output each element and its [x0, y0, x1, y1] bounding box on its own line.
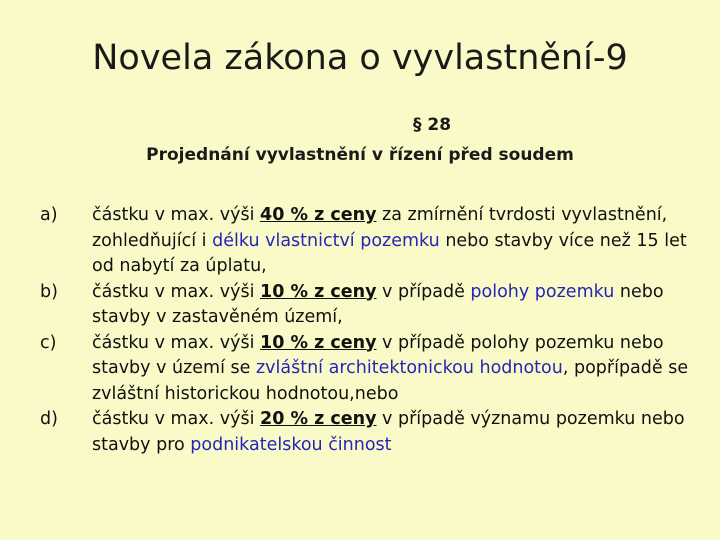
amount-percent: 20 % z ceny [260, 409, 377, 429]
highlight-text: polohy pozemku [470, 281, 615, 302]
list-item-text [92, 203, 710, 280]
section-heading: Projednání vyvlastnění v řízení před soudem [146, 145, 574, 165]
item-text-part: částku v max. výši [92, 332, 261, 353]
list-item-text [92, 331, 710, 408]
list-item [40, 331, 710, 408]
list-marker: c) [40, 332, 57, 353]
item-text-part: za zmírnění tvrdosti vyvlastnění, zohledňující i [92, 205, 668, 251]
list-item [40, 280, 710, 331]
amount-list [40, 203, 710, 458]
item-text-part: v případě [376, 281, 471, 302]
amount-percent: 40 % z ceny [260, 205, 377, 225]
list-item-text [92, 280, 710, 331]
list-item [40, 203, 710, 280]
item-text-part: v případě významu pozemku nebo stavby pro [92, 409, 685, 455]
item-text-part: částku v max. výši [92, 409, 261, 429]
section-number [0, 110, 720, 140]
item-text-part: v případě polohy pozemku nebo stavby v území se [92, 332, 664, 378]
amount-percent: 10 % z ceny [260, 281, 377, 302]
item-text-part: nebo stavby v zastavěném území, [92, 281, 664, 327]
list-marker: b) [40, 281, 58, 302]
highlight-text: délku vlastnictví pozemku [212, 230, 440, 251]
list-marker: d) [40, 409, 58, 429]
highlight-text: zvláštní architektonickou hodnotou [255, 358, 563, 378]
item-text-part: , popřípadě se zvláštní historickou hodnotou,nebo [92, 358, 689, 404]
slide-title: Novela zákona o vyvlastnění-9 [92, 38, 628, 78]
item-text-part: částku v max. výši [92, 205, 261, 225]
list-item [40, 407, 710, 458]
highlight-text: podnikatelskou činnost [190, 434, 392, 455]
item-text-part: částku v max. výši [92, 281, 261, 302]
list-item-text [92, 407, 710, 458]
list-marker: a) [40, 205, 58, 225]
section-number-text: § 28 [412, 115, 452, 135]
amount-percent: 10 % z ceny [260, 332, 377, 353]
slide-subtitle [0, 110, 720, 170]
item-text-part: nebo stavby více než 15 let od nabytí za úplatu, [92, 230, 687, 276]
